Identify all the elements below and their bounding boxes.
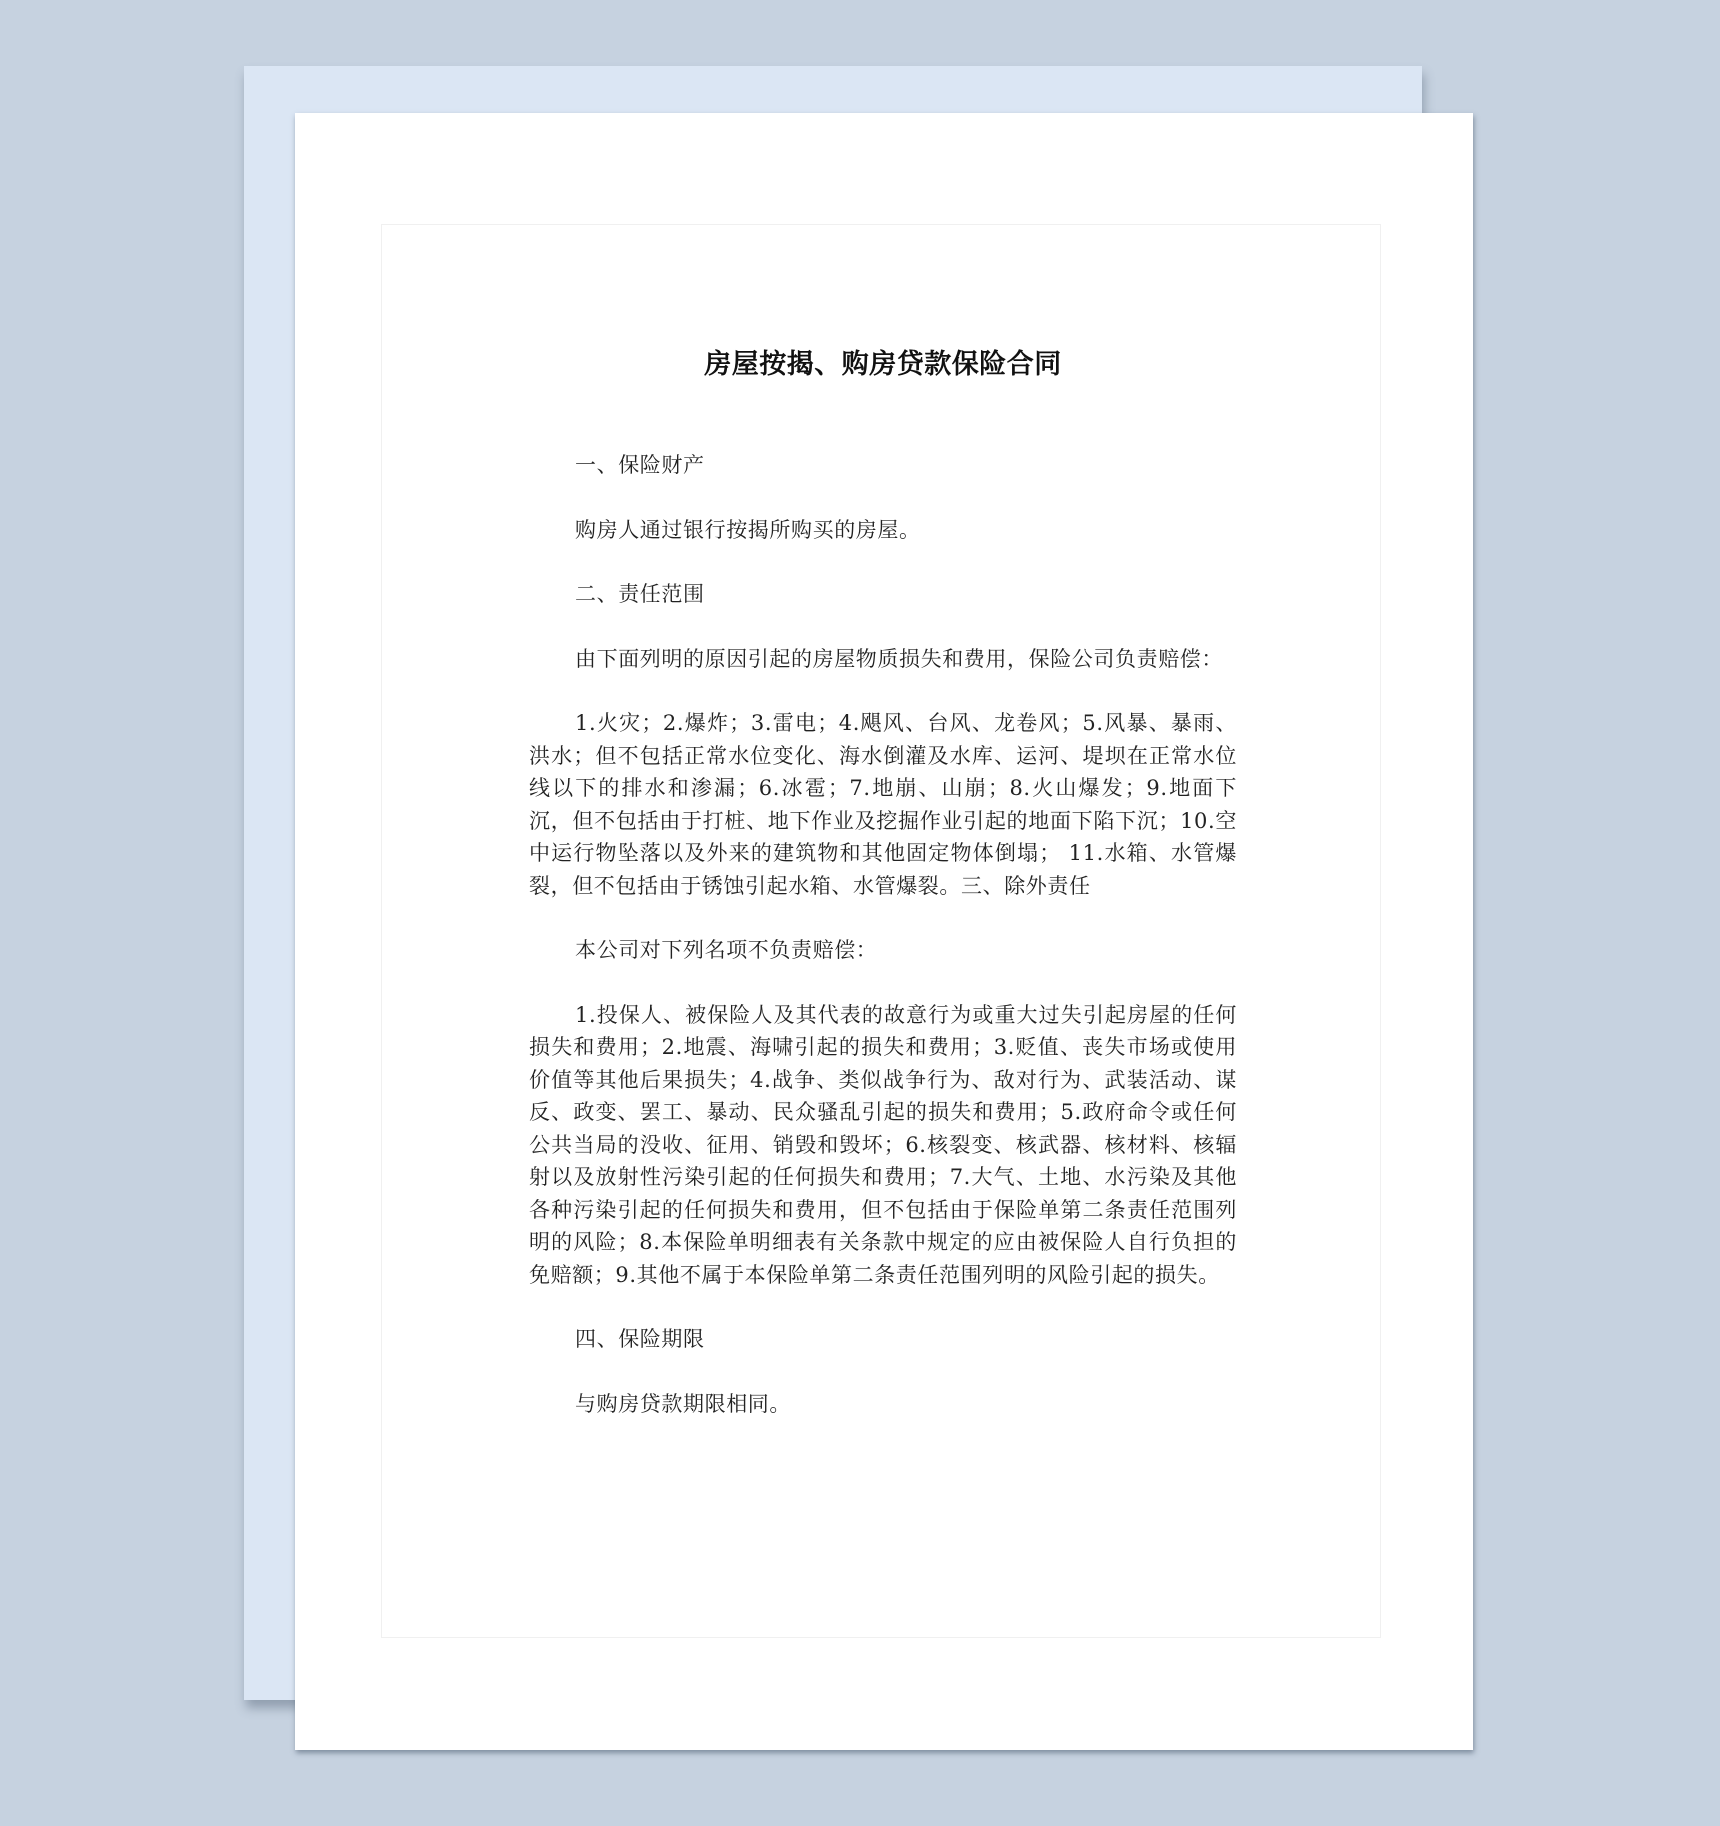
front-page-sheet: [295, 113, 1473, 1750]
paragraph-coverage-list: 1.火灾；2.爆炸；3.雷电；4.飓风、台风、龙卷风；5.风暴、暴雨、洪水；但不包括正常水位变化、海水倒灌及水库、运河、堤坝在正常水位线以下的排水和渗漏；6.冰雹；7.地崩、山崩；8.火山爆发；9.地面下沉，但不包括由于打桩、地下作业及挖掘作业引起的地面下陷下沉；10.空中运行物坠落以及外来的建筑物和其他固定物体倒塌； 11.水箱、水管爆裂，但不包括由于锈蚀引起水箱、水管爆裂。三、除外责任: [529, 711, 1237, 898]
document-title: 房屋按揭、购房贷款保险合同: [704, 349, 1062, 380]
paragraph-coverage-intro: 由下面列明的原因引起的房屋物质损失和费用，保险公司负责赔偿：: [575, 646, 1223, 671]
section-heading-insured-property: 一、保险财产: [575, 453, 705, 477]
paragraph-exclusions-list: 1.投保人、被保险人及其代表的故意行为或重大过失引起房屋的任何损失和费用；2.地震、海啸引起的损失和费用；3.贬值、丧失市场或使用价值等其他后果损失；4.战争、类似战争行为、敌对行为、武装活动、谋反、政变、罢工、暴动、民众骚乱引起的损失和费用；5.政府命令或任何公共当局的没收、征用、销毁和毁坏；6.核裂变、核武器、核材料、核辐射以及放射性污染引起的任何损失和费用；7.大气、土地、水污染及其他各种污染引起的任何损失和费用，但不包括由于保险单第二条责任范围列明的风险；8.本保险单明细表有关条款中规定的应由被保险人自行负担的免赔额；9.其他不属于本保险单第二条责任范围列明的风险引起的损失。: [529, 1002, 1237, 1287]
paragraph-insurance-period: 与购房贷款期限相同。: [575, 1391, 791, 1416]
document-body: [529, 345, 1237, 1452]
paragraph-exclusions-intro: 本公司对下列名项不负责赔偿：: [575, 938, 878, 962]
section-heading-insurance-period: 四、保险期限: [575, 1327, 705, 1351]
paragraph-insured-property: 购房人通过银行按揭所购买的房屋。: [575, 517, 921, 542]
section-heading-coverage: 二、责任范围: [575, 582, 705, 606]
